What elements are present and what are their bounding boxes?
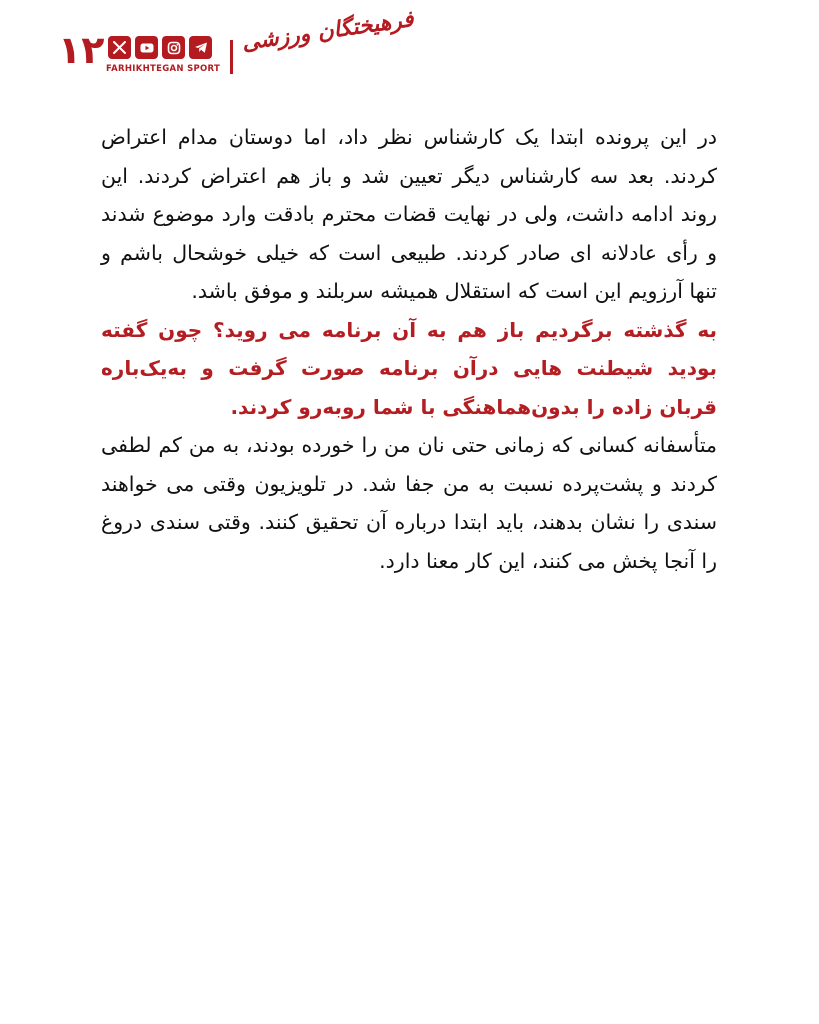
answer-paragraph-2: متأسفانه کسانی که زمانی حتی نان من را خورده بودند، به من کم لطفی کردند و پشت‌پرده نسبت به من جفا شد. در تلویزیون وقتی می خواهند سندی را نشان بدهند، باید ابتدا درباره آن تحقیق کنند. وقتی سندی دروغ را آنجا پخش می کنند، این کار معنا دارد. bbox=[101, 433, 717, 573]
telegram-icon[interactable] bbox=[189, 36, 212, 59]
answer-paragraph-1: در این پرونده ابتدا یک کارشناس نظر داد، اما دوستان مدام اعتراض کردند. بعد سه کارشناس دیگر تعیین شد و باز هم اعتراض کردند. این روند ادامه داشت، ولی در نهایت قضات محترم بادقت وارد موضوع شدند و رأی عادلانه ای صادر کردند. طبیعی است که خیلی خوشحال باشم و تنها آرزویم این است که استقلال همیشه سربلند و موفق باشد. bbox=[101, 125, 717, 303]
brand-sport-label: FARHIKHTEGAN SPORT bbox=[106, 64, 221, 74]
page-number: ۱۲ bbox=[58, 28, 105, 72]
youtube-icon[interactable] bbox=[135, 36, 158, 59]
header-divider bbox=[230, 40, 233, 74]
instagram-icon[interactable] bbox=[162, 36, 185, 59]
x-icon[interactable] bbox=[108, 36, 131, 59]
header bbox=[58, 6, 416, 88]
social-links bbox=[108, 36, 212, 59]
brand-logo: فرهیختگان ورزشی bbox=[240, 6, 416, 56]
article-body bbox=[101, 118, 717, 580]
question-paragraph: به گذشته برگردیم باز هم به آن برنامه می روید؟ چون گفته بودید شیطنت هایی درآن برنامه صورت گرفت و به‌یک‌باره قربان زاده را بدون‌هماهنگی با شما روبه‌رو کردند. bbox=[101, 317, 717, 419]
